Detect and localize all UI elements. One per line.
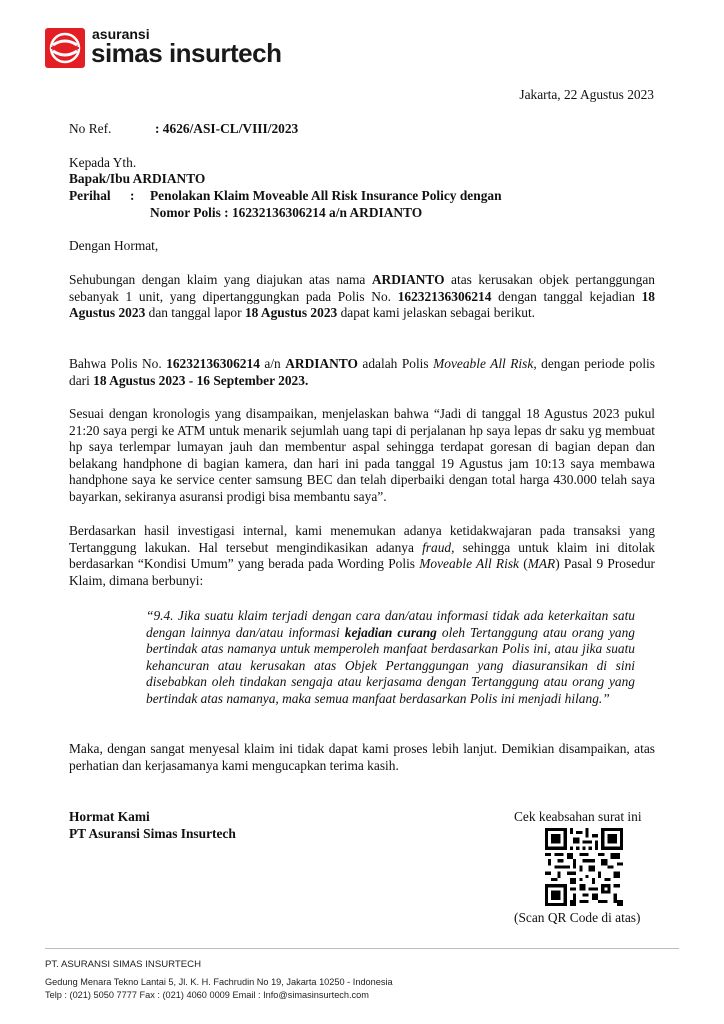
perihal-subject [150,188,570,221]
qr-code-icon [545,828,623,906]
letter-date: Jakarta, 22 Agustus 2023 [519,87,654,102]
footer-company: PT. ASURANSI SIMAS INSURTECH [45,959,202,970]
paragraph-5: Maka, dengan sangat menyesal klaim ini tidak dapat kami proses lebih lanjut. Demikian disampaikan, atas perhatian dan kerjasamanya kami mengucapkan terima kasih. [69,741,655,773]
scan-note: (Scan QR Code di atas) [514,910,641,925]
policy-quote: “9.4. Jika suatu klaim terjadi dengan cara dan/atau informasi tidak ada keterkaitan satu dengan lainnya dan/atau informasi kejadian curang oleh Tertanggung atau orang yang bertindak atas namanya untuk memperoleh manfaat berdasarkan Polis ini, atau jika suatu kehancuran atau kerusakan atas Objek Pertanggungan yang diasuransikan di sini disebabkan oleh tindakan sengaja atau kerjasama dengan Tertanggung atau orang yang bertindak atas namanya, maka semua manfaat berdasarkan Polis ini menjadi hilang.” [146,608,635,706]
greeting: Dengan Hormat, [69,238,159,253]
brand-small-text: asuransi [92,26,150,42]
perihal-label: Perihal [69,188,111,203]
footer-contact: Telp : (021) 5050 7777 Fax : (021) 4060 0009 Email : Info@simasinsurtech.com [45,990,369,1000]
paragraph-1: Sehubungan dengan klaim yang diajukan atas nama ARDIANTO atas kerusakan objek pertanggungan sebanyak 1 unit, yang dipertanggungkan pada Polis No. 16232136306214 dengan tanggal kejadian 18 Agustus 2023 dan tanggal lapor 18 Agustus 2023 dapat kami jelaskan sebagai berikut. [69,272,655,321]
ref-value: : 4626/ASI-CL/VIII/2023 [155,121,299,136]
to-name: Bapak/Ibu ARDIANTO [69,171,206,186]
closing: Hormat Kami [69,809,150,824]
perihal-line-2: Nomor Polis : 16232136306214 a/n ARDIANTO [150,204,423,220]
simas-logo-icon [45,28,85,68]
to-label: Kepada Yth. [69,155,137,170]
perihal-line-1: Penolakan Klaim Moveable All Risk Insurance Policy dengan [150,188,502,203]
footer-address: Gedung Menara Tekno Lantai 5, Jl. K. H. Fachrudin No 19, Jakarta 10250 - Indonesia [45,977,393,987]
ref-label: No Ref. [69,121,112,136]
footer-divider [45,948,679,949]
perihal-colon: : [130,188,135,203]
company-name: PT Asuransi Simas Insurtech [69,826,236,841]
paragraph-4: Berdasarkan hasil investigasi internal, kami menemukan adanya ketidakwajaran pada transaksi yang Tertanggung lakukan. Hal tersebut mengindikasikan adanya fraud, sehingga untuk klaim ini ditolak berdasarkan “Kondisi Umum” yang berada pada Wording Polis Moveable All Risk (MAR) Pasal 9 Prosedur Klaim, dimana berbunyi: [69,523,655,588]
brand-name: simas insurtech [91,38,282,68]
paragraph-3: Sesuai dengan kronologis yang disampaikan, menjelaskan bahwa “Jadi di tanggal 18 Agustus 2023 pukul 21:20 saya pergi ke ATM untuk menarik sejumlah uang tapi di perjalanan hp saya lepas dr saku yg membuat hp saya terlempar lumayan jauh dan membentur aspal sehingga terdapat goresan di bagian depan dan belakang handphone di bagian kamera, dan hari ini pada tanggal 19 Agustus jam 10:13 saya membawa handphone saya ke service center samsung BEC dan telah diperbaiki dengan total harga 430.000 telah saya bayarkan, sekiranya asuransi prodigi bisa membantu saya”. [69,406,655,504]
verify-label: Cek keabsahan surat ini [514,809,642,824]
paragraph-2: Bahwa Polis No. 16232136306214 a/n ARDIANTO adalah Polis Moveable All Risk, dengan periode polis dari 18 Agustus 2023 - 16 September 2023. [69,356,655,388]
